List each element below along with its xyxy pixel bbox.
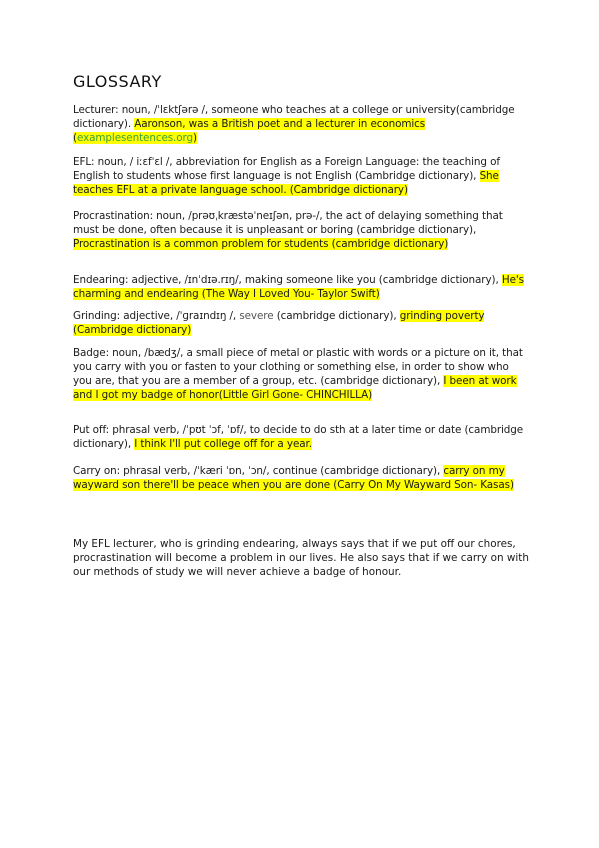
example-text: Procrastination is a common problem for students (cambridge dictionary) <box>73 238 449 250</box>
example-text: grinding poverty (Cambridge dictionary) <box>73 310 485 336</box>
source-link[interactable]: examplesentences.org <box>76 132 193 144</box>
definition-text: Lecturer: noun, /ˈlɛktʃərə /, someone who teaches at a college or university(cambridge dictionary). <box>73 104 515 130</box>
example-text: He's charming and endearing (The Way I Loved You- Taylor Swift) <box>73 274 524 300</box>
definition-text: Endearing: adjective, /ɪnˈdɪə.rɪŋ/, making someone like you (cambridge dictionary), <box>73 274 502 286</box>
entry-grinding <box>73 309 528 337</box>
example-text: I been at work and I got my badge of honor(Little Girl Gone- CHINCHILLA) <box>73 375 517 401</box>
entry-endearing <box>73 273 528 301</box>
entry-putoff <box>73 423 528 451</box>
entry-badge <box>73 346 528 402</box>
definition-text: Grinding: adjective, /ˈɡraɪndɪŋ /, <box>73 310 240 322</box>
example-close: ) <box>193 132 197 144</box>
summary-paragraph: My EFL lecturer, who is grinding endearing, always says that if we put off our chores, procrastination will become a problem in our lives. He also says that if we carry on with our methods of study we will never achieve a badge of honour. <box>73 538 529 579</box>
definition-text: Put off: phrasal verb, /ˈpʊt ˈɔf, ˈɒf/, to decide to do sth at a later time or date (cambridge dictionary), <box>73 424 524 450</box>
example-text: Aaronson, was a British poet and a lecturer in economics ( <box>73 118 426 144</box>
example-text: She teaches EFL at a private language school. (Cambridge dictionary) <box>73 170 499 196</box>
page-title: GLOSSARY <box>73 72 162 91</box>
entry-carryon <box>73 464 528 492</box>
entry-procrastination <box>73 209 528 251</box>
definition-text: Badge: noun, /bædʒ/, a small piece of metal or plastic with words or a picture on it, that you carry with you or fasten to your clothing or something else, in order to show who you are, that you are a member of a group, etc. (cambridge dictionary), <box>73 347 523 387</box>
example-text: carry on my wayward son there'll be peace when you are done (Carry On My Wayward Son- Kasas) <box>73 465 514 491</box>
example-text: I think I'll put college off for a year. <box>134 438 312 450</box>
entry-efl <box>73 155 528 197</box>
severe-word: severe <box>239 310 274 322</box>
definition-source: (cambridge dictionary), <box>273 310 400 322</box>
entry-lecturer <box>73 103 528 145</box>
definition-text: Carry on: phrasal verb, /ˈkæri ˈɒn, ˈɔn/, continue (cambridge dictionary), <box>73 465 444 477</box>
definition-text: Procrastination: noun, /prəʊˌkræstəˈneɪʃən, prə-/, the act of delaying something that must be done, often because it is unpleasant or boring (cambridge dictionary), <box>73 210 503 236</box>
definition-text: EFL: noun, / iːɛfˈɛl /, abbreviation for English as a Foreign Language: the teaching of English to students whose first language is not English (Cambridge dictionary), <box>73 156 500 182</box>
